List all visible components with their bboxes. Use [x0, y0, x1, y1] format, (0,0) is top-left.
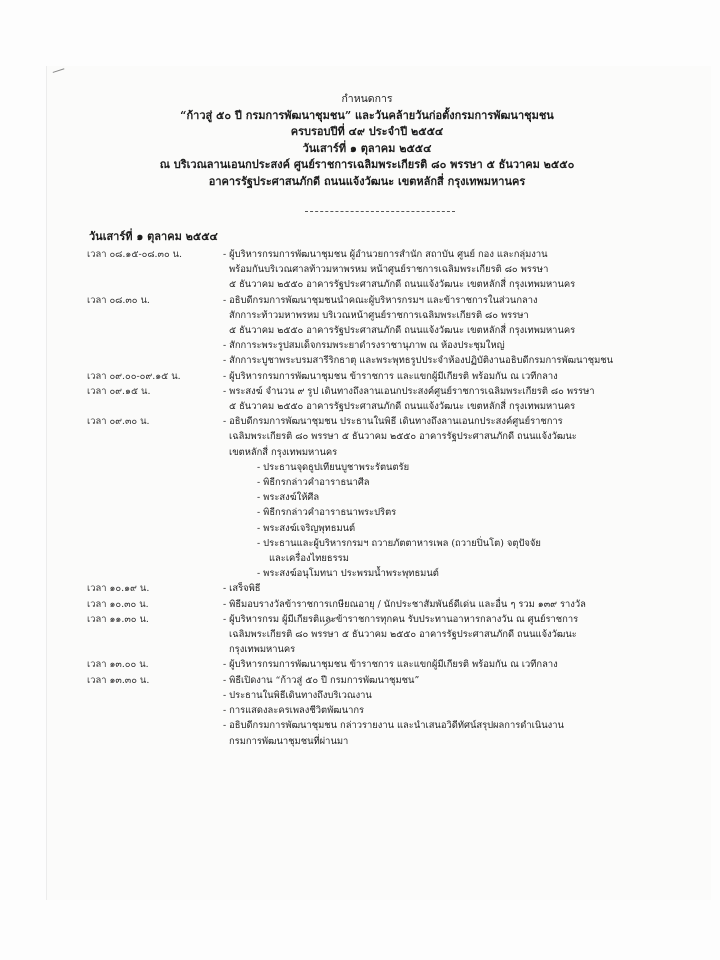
- agenda-row: [87, 293, 707, 308]
- agenda-row: [87, 505, 707, 520]
- agenda-row: [87, 445, 707, 460]
- agenda-row: [87, 657, 707, 672]
- agenda-row: [87, 475, 707, 490]
- agenda-text: ๕ ธันวาคม ๒๕๕๐ อาคารรัฐประศาสนภักดี ถนนแจ้งวัฒนะ เขตหลักสี่ กรุงเทพมหานคร: [229, 325, 576, 337]
- agenda-row: [87, 490, 707, 505]
- agenda-row: [87, 247, 707, 262]
- agenda-text: พร้อมกันบริเวณศาลท้าวมหาพรหม หน้าศูนย์ราชการเฉลิมพระเกียรติ ๘๐ พรรษา: [229, 264, 549, 276]
- agenda-row: [87, 262, 707, 277]
- agenda-row: [87, 323, 707, 338]
- agenda-row: [87, 627, 707, 642]
- agenda-text: - การแสดงละครเพลงชีวิตพัฒนากร: [223, 705, 365, 717]
- header-line-2: “ก้าวสู่ ๕๐ ปี กรมการพัฒนาชุมชน” และวันคล้ายวันก่อตั้งกรมการพัฒนาชุมชน: [180, 108, 554, 122]
- agenda-row: [87, 642, 707, 657]
- agenda-row: [87, 734, 707, 749]
- agenda-text: - ผู้บริหารกรมการพัฒนาชุมชน ผู้อำนวยการสำนัก สถาบัน ศูนย์ กอง และกลุ่มงาน: [223, 249, 548, 260]
- agenda-text: สักการะท้าวมหาพรหม บริเวณหน้าศูนย์ราชการเฉลิมพระเกียรติ ๘๐ พรรษา: [229, 309, 529, 321]
- agenda-text: - พระสงฆ์อนุโมทนา ประพรมน้ำพระพุทธมนต์: [257, 568, 439, 580]
- agenda-row: [87, 597, 707, 612]
- agenda-row: [87, 688, 707, 703]
- document-header: [47, 91, 687, 190]
- agenda-row: [87, 429, 707, 444]
- header-line-4: วันเสาร์ที่ ๑ ตุลาคม ๒๕๕๔: [302, 141, 432, 155]
- agenda-text: - พิธีมอบรางวัลข้าราชการเกษียณอายุ / นักประชาสัมพันธ์ดีเด่น และอื่น ๆ รวม ๑๓๙ รางวัล: [223, 598, 586, 610]
- agenda-text: - ประธานและผู้บริหารกรมฯ ถวายภัตตาหารเพล (ถวายปิ่นโต) จตุปัจจัย: [257, 537, 541, 549]
- agenda-time: เวลา ๑๐.๓๐ น.: [87, 598, 149, 610]
- agenda-time: เวลา ๐๙.๓๐ น.: [87, 416, 150, 428]
- header-divider: [305, 211, 455, 212]
- agenda-text: - พระสงฆ์ให้ศีล: [257, 492, 320, 504]
- date-heading: วันเสาร์ที่ ๑ ตุลาคม ๒๕๕๔: [89, 230, 218, 243]
- agenda-list: [87, 247, 707, 749]
- header-line-6: อาคารรัฐประศาสนภักดี ถนนแจ้งวัฒนะ เขตหลักสี่ กรุงเทพมหานคร: [208, 174, 526, 188]
- agenda-row: [87, 414, 707, 429]
- scan-mark: [53, 68, 66, 76]
- agenda-row: [87, 277, 707, 292]
- agenda-text: เฉลิมพระเกียรติ ๘๐ พรรษา ๕ ธันวาคม ๒๕๕๐ อาคารรัฐประศาสนภักดี ถนนแจ้งวัฒนะ: [229, 629, 577, 641]
- agenda-text: - ประธานในพิธีเดินทางถึงบริเวณงาน: [223, 689, 372, 701]
- header-line-1: กำหนดการ: [341, 93, 393, 105]
- header-line-5: ณ บริเวณลานเอนกประสงค์ ศูนย์ราชการเฉลิมพระเกียรติ ๘๐ พรรษา ๕ ธันวาคม ๒๕๕๐: [159, 158, 575, 171]
- agenda-row: [87, 338, 707, 353]
- agenda-row: [87, 369, 707, 384]
- agenda-text: เฉลิมพระเกียรติ ๘๐ พรรษา ๕ ธันวาคม ๒๕๕๐ อาคารรัฐประศาสนภักดี ถนนแจ้งวัฒนะ: [229, 431, 577, 443]
- agenda-row: [87, 353, 707, 368]
- agenda-row: [87, 566, 707, 581]
- agenda-row: [87, 460, 707, 475]
- agenda-text: กรุงเทพมหานคร: [229, 644, 296, 656]
- agenda-text: - ประธานจุดธูปเทียนบูชาพระรัตนตรัย: [257, 461, 410, 473]
- agenda-row: [87, 673, 707, 688]
- agenda-row: [87, 612, 707, 627]
- agenda-text: เขตหลักสี่ กรุงเทพมหานคร: [229, 446, 338, 458]
- agenda-row: [87, 536, 707, 551]
- agenda-text: - ผู้บริหารกรมการพัฒนาชุมชน ข้าราชการ และแขกผู้มีเกียรติ พร้อมกัน ณ เวทีกลาง: [223, 659, 558, 671]
- agenda-text: - ผู้บริหารกรมการพัฒนาชุมชน ข้าราชการ และแขกผู้มีเกียรติ พร้อมกัน ณ เวทีกลาง: [223, 370, 558, 382]
- agenda-text: - อธิบดีกรมการพัฒนาชุมชน ประธานในพิธี เดินทางถึงลานเอนกประสงค์ศูนย์ราชการ: [223, 416, 563, 428]
- document-page: [46, 66, 711, 900]
- agenda-text: - ผู้บริหารกรม ผู้มีเกียรติและข้าราชการทุกคน รับประทานอาหารกลางวัน ณ ศูนย์ราชการ: [223, 613, 579, 625]
- agenda-text: ๕ ธันวาคม ๒๕๕๐ อาคารรัฐประศาสนภักดี ถนนแจ้งวัฒนะ เขตหลักสี่ กรุงเทพมหานคร: [229, 279, 576, 291]
- agenda-time: เวลา ๑๐.๑๙ น.: [87, 583, 150, 595]
- agenda-time: เวลา ๐๙.๑๕ น.: [87, 385, 151, 397]
- agenda-text: - อธิบดีกรมการพัฒนาชุมชน กล่าวรายงาน และนำเสนอวิดีทัศน์สรุปผลการดำเนินงาน: [223, 720, 564, 732]
- agenda-time: เวลา ๐๙.๐๐-๐๙.๑๕ น.: [87, 370, 181, 382]
- agenda-row: [87, 308, 707, 323]
- agenda-text: - พิธีกรกล่าวคำอาราธนาพระปริตร: [257, 507, 397, 519]
- agenda-row: [87, 718, 707, 733]
- agenda-text: - พิธีเปิดงาน “ก้าวสู่ ๕๐ ปี กรมการพัฒนาชุมชน”: [223, 674, 420, 686]
- agenda-row: [87, 521, 707, 536]
- header-line-3: ครบรอบปีที่ ๔๙ ประจำปี ๒๕๕๔: [290, 125, 444, 138]
- agenda-text: - เสร็จพิธี: [223, 583, 261, 595]
- agenda-row: [87, 703, 707, 718]
- agenda-time: เวลา ๐๘.๑๕-๐๘.๓๐ น.: [87, 249, 183, 260]
- agenda-time: เวลา ๑๑.๓๐ น.: [87, 613, 149, 625]
- agenda-text: กรมการพัฒนาชุมชนที่ผ่านมา: [229, 735, 349, 747]
- agenda-text: - อธิบดีกรมการพัฒนาชุมชนนำคณะผู้บริหารกรมฯ และข้าราชการในส่วนกลาง: [223, 294, 538, 306]
- agenda-text: และเครื่องไทยธรรม: [269, 553, 349, 565]
- agenda-row: [87, 399, 707, 414]
- agenda-text: - สักการะพระรูปสมเด็จกรมพระยาดำรงราชานุภาพ ณ ห้องประชุมใหญ่: [223, 340, 505, 352]
- agenda-time: เวลา ๑๓.๓๐ น.: [87, 674, 150, 686]
- agenda-text: - สักการะบูชาพระบรมสารีริกธาตุ และพระพุทธรูปประจำห้องปฏิบัติงานอธิบดีกรมการพัฒนาชุมชน: [223, 355, 614, 367]
- agenda-time: เวลา ๐๘.๓๐ น.: [87, 294, 150, 306]
- agenda-text: - พิธีกรกล่าวคำอาราธนาศีล: [257, 477, 370, 489]
- agenda-row: [87, 551, 707, 566]
- agenda-text: ๕ ธันวาคม ๒๕๕๐ อาคารรัฐประศาสนภักดี ถนนแจ้งวัฒนะ เขตหลักสี่ กรุงเทพมหานคร: [229, 401, 576, 413]
- agenda-time: เวลา ๑๓.๐๐ น.: [87, 659, 149, 671]
- agenda-row: [87, 384, 707, 399]
- agenda-text: - พระสงฆ์เจริญพุทธมนต์: [257, 522, 356, 534]
- agenda-row: [87, 581, 707, 596]
- agenda-text: - พระสงฆ์ จำนวน ๙ รูป เดินทางถึงลานเอนกประสงค์ศูนย์ราชการเฉลิมพระเกียรติ ๘๐ พรรษา: [223, 385, 595, 397]
